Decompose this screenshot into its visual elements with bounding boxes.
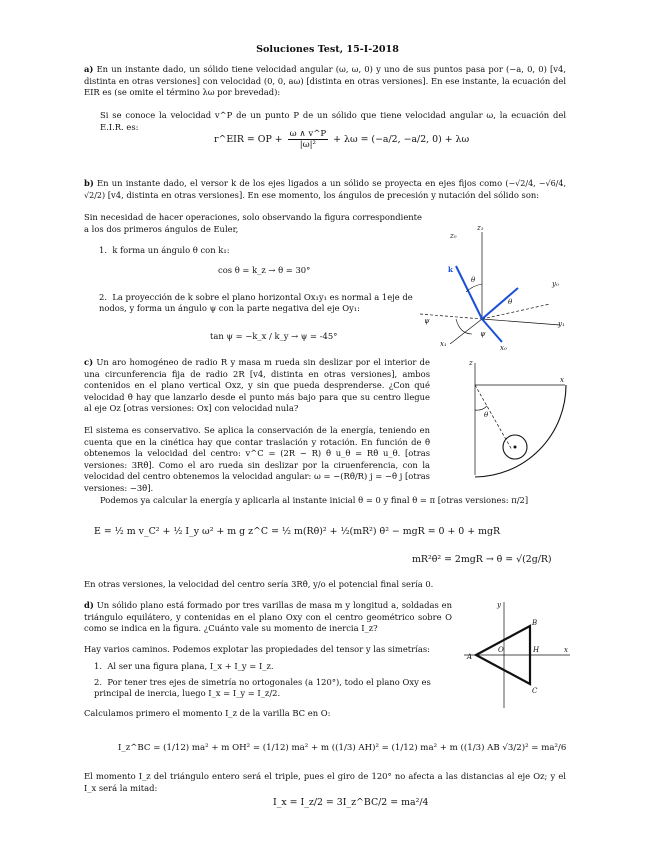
section-a-tag: a): [84, 64, 94, 74]
section-d-statement: [84, 600, 452, 635]
item2-text: La proyección de k sobre el plano horizontal Ox₁y₁ es normal a 1eje de nodos, y forma un ángulo ψ con la parte negativa del eje Oy₁:: [99, 292, 413, 313]
eir-lhs: r^EIR = OP +: [214, 134, 283, 145]
section-c-para1: El sistema es conservativo. Se aplica la conservación de la energía, teniendo en cuenta que en la cinética hay que contar traslación y rotación. En función de θ̇ obtenemos la velocidad del centro: v^C = (2R − R) θ̇ u_θ = Rθ̇ u_θ. [otras versiones: 3Rθ̇]. Como el aro rueda sin deslizar por la ciruenferencia, con la velocidad del centro obtenemos la velocidad angular: ω = −(Rθ̇/R) j = −θ̇ j [otras versiones: −3θ̇].: [84, 425, 430, 493]
fig-b-label-psi2: ψ: [480, 330, 486, 338]
section-c-tag: c): [84, 357, 94, 367]
section-d-calc: Calculamos primero el momento I_z de la varilla BC en O:: [84, 708, 331, 718]
section-a-statement: [84, 64, 566, 99]
fig-d-label-O: O: [498, 646, 504, 654]
fig-b-label-z0: z₀: [450, 232, 457, 240]
section-b-eq1: cos θ = k_z → θ = 30°: [218, 265, 311, 275]
fig-b-label-y0: y₀: [552, 280, 559, 288]
fig-c-label-z: z: [469, 359, 473, 367]
eir-fraction-den: |ω|²: [299, 140, 316, 150]
section-c-para2: Podemos ya calcular la energía y aplicarla al instante inicial θ = 0 y final θ = π [otras versiones: π/2]: [100, 495, 529, 505]
section-b-statement: [84, 178, 566, 201]
section-b-item2: 2. La proyección de k sobre el plano horizontal Ox₁y₁ es normal a 1eje de nodos, y forma un ángulo ψ con la parte negativa del eje Oy₁:: [99, 292, 413, 313]
fig-d-label-H: H: [533, 646, 540, 654]
fig-b-label-theta2: θ: [508, 298, 513, 306]
k-vector: (−√2/4, −√6/4, √2/2): [84, 179, 567, 200]
d-item1-text: Al ser una figura plana, I_x + I_y = I_z.: [107, 661, 274, 671]
section-a-equation: [214, 129, 469, 150]
eir-rhs: + λω = (−a/2, −a/2, 0) + λω: [333, 134, 470, 145]
section-d-eq1: I_z^BC = (1/12) ma² + m OH² = (1/12) ma² + m ((1/3) AH)² = (1/12) ma² + m ((1/3) AB √3/2)² = ma²/6: [118, 743, 567, 753]
section-b-tag: b): [84, 178, 94, 188]
fig-d-label-A: A: [467, 653, 473, 661]
fig-c-label-theta: θ: [484, 411, 489, 419]
section-a-text: En un instante dado, un sólido tiene velocidad angular (ω, ω, 0) y uno de sus puntos pasa por (−a, 0, 0) [v4, distinta en otras versiones] con velocidad (0, 0, aω) [distinta en otras versiones]. En ese instante, la ecuación del EIR es (se omite el término λω por brevedad):: [84, 64, 566, 98]
section-c-para3: En otras versiones, la velocidad del centro sería 3Rθ̇, y/o el potencial final sería 0.: [84, 579, 434, 589]
fig-b-label-x0: x₀: [500, 344, 507, 352]
section-d-tag: d): [84, 600, 94, 610]
section-b-text-end: [v4, distinta en otras versiones]. En ese momento, los ángulos de precesión y nutación del sólido son:: [107, 189, 540, 200]
section-d-text: Un sólido plano está formado por tres varillas de masa m y longitud a, soldadas en triángulo equilátero, y contenidas en el plano Oxy con el centro geométrico sobre O como se indica en la figura. ¿Cuánto vale su momento de inercia I_z?: [84, 600, 452, 634]
section-d-item1: 1. Al ser una figura plana, I_x + I_y = I_z.: [94, 661, 274, 671]
fig-c-label-x: x: [560, 376, 564, 384]
section-c-eq1: E = ½ m v_C² + ½ I_y ω² + m g z^C = ½ m(Rθ̇)² + ½(mR²) θ̇² − mgR = 0 + 0 + mgR: [94, 526, 501, 537]
section-c-eq2: mR²θ̇² = 2mgR → θ̇ = √(2g/R): [412, 554, 552, 565]
fig-b-label-y1: y₁: [558, 320, 565, 328]
page-title: Soluciones Test, 15-I-2018: [256, 44, 399, 55]
section-c-text: Un aro homogéneo de radio R y masa m rueda sin deslizar por el interior de una circunferencia fija de radio 2R [v4, distinta en otras versiones], ambos contenidos en el plano vertical Oxz, y sin que pueda desprenderse. ¿Con qué velocidad θ̇ hay que lanzarlo desde el punto más bajo para que su centro llegue al eje Oz [otras versiones: Ox] con velocidad nula?: [84, 357, 431, 414]
fig-d-label-C: C: [532, 687, 538, 695]
section-a-intro: Si se conoce la velocidad v^P de un punto P de un sólido que tiene velocidad angular ω, la ecuación del E.I.R. es:: [100, 110, 566, 132]
section-b-intro: Sin necesidad de hacer operaciones, solo observando la figura correspondiente a los dos primeros ángulos de Euler,: [84, 212, 422, 234]
eir-fraction: [288, 129, 329, 150]
rolling-hoop-figure: [440, 355, 570, 485]
d-item2-text: Por tener tres ejes de simetría no ortogonales (a 120°), todo el plano Oxy es principal de inercia, luego I_x = I_y = I_z/2.: [94, 677, 431, 698]
section-b-item1: 1. k forma un ángulo θ con k₁:: [99, 245, 230, 255]
fig-b-label-x1: x₁: [440, 340, 447, 348]
section-d-final: El momento I_z del triángulo entero será el triple, pues el giro de 120° no afecta a las distancias al eje Oz; y el I_x será la mitad:: [84, 771, 566, 793]
fig-b-label-k: k: [448, 265, 453, 274]
section-b-text-start: En un instante dado, el versor k de los ejes ligados a un sólido se proyecta en ejes fijos como: [97, 178, 503, 188]
fig-b-label-z1: z₁: [477, 224, 484, 232]
eir-fraction-num: ω ∧ v^P: [289, 129, 327, 139]
euler-angles-figure: [420, 224, 570, 354]
section-c-statement: [84, 357, 430, 415]
section-b-eq2: tan ψ = −k_x / k_y → ψ = -45°: [210, 331, 338, 341]
fig-d-label-B: B: [532, 619, 538, 627]
fig-b-label-psi: ψ: [424, 317, 430, 325]
fig-b-label-theta: θ: [471, 276, 476, 284]
triangle-figure: [462, 600, 572, 710]
fig-d-label-y: y: [497, 601, 501, 609]
section-d-intro: Hay varios caminos. Podemos explotar las propiedades del tensor y las simetrías:: [84, 644, 430, 654]
item1-text: k forma un ángulo θ con k₁:: [112, 245, 230, 255]
section-d-item2: 2. Por tener tres ejes de simetría no ortogonales (a 120°), todo el plano Oxy es principal de inercia, luego I_x = I_y = I_z/2.: [94, 677, 431, 698]
section-d-eq2: I_x = I_z/2 = 3I_z^BC/2 = ma²/4: [273, 797, 429, 808]
fig-d-label-x: x: [564, 646, 568, 654]
